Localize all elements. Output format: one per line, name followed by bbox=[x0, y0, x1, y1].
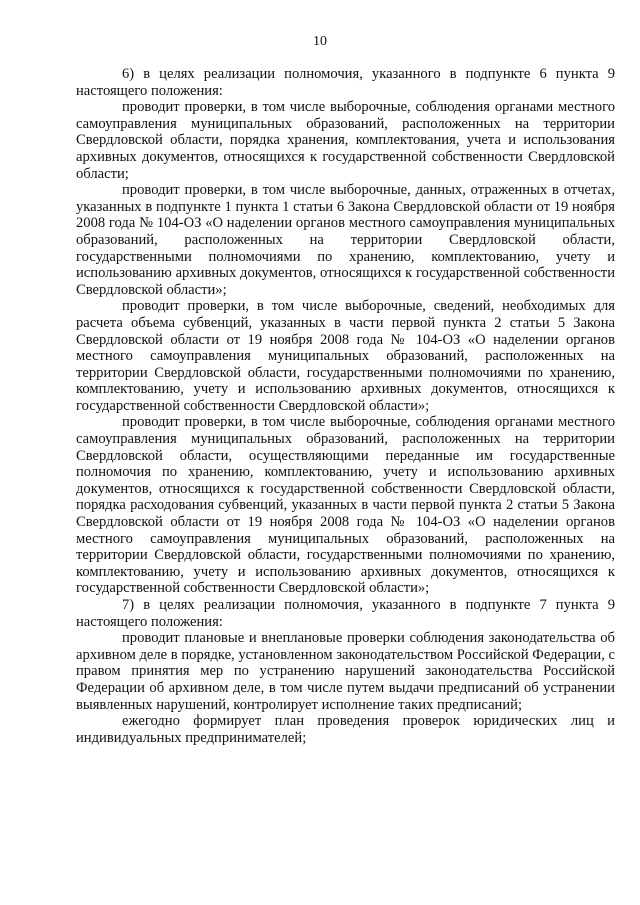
paragraph-annual-plan: ежегодно формирует план проведения проверок юридических лиц и индивидуальных предпринимателей; bbox=[76, 713, 615, 746]
paragraph-planned-inspections: проводит плановые и внеплановые проверки соблюдения законодательства об архивном деле в порядке, установленном законодательством Российской Федерации, с правом принятия мер по устранению нарушений законодательства Российской Федерации об архивном деле, в том числе путем выдачи предписаний об устранении выявленных нарушений, контролирует исполнение таких предписаний; bbox=[76, 630, 615, 713]
page-number: 10 bbox=[313, 34, 327, 49]
paragraph-inspection-subvention-info: проводит проверки, в том числе выборочные, сведений, необходимых для расчета объема субвенций, указанных в части первой пункта 2 статьи 5 Закона Свердловской области от 19 ноября 2008 года № 104-ОЗ «О наделении органов местного самоуправления муниципальных образований, расположенных на территории Свердловской области, государственными полномочиями по хранению, комплектованию, учету и использованию архивных документов, относящихся к государственной собственности Свердловской области»; bbox=[76, 298, 615, 414]
paragraph-inspection-subvention-spending: проводит проверки, в том числе выборочные, соблюдения органами местного самоуправления муниципальных образований, расположенных на территории Свердловской области, осуществляющими переданные им государственные полномочия по хранению, комплектованию, учету и использованию архивных документов, относящихся к государственной собственности Свердловской области, порядка расходования субвенций, указанных в части первой пункта 2 статьи 5 Закона Свердловской области от 19 ноября 2008 года № 104-ОЗ «О наделении органов местного самоуправления муниципальных образований, расположенных на территории Свердловской области, государственными полномочиями по хранению, комплектованию, учету и использованию архивных документов, относящихся к государственной собственности Свердловской области»; bbox=[76, 414, 615, 597]
paragraph-item-6: 6) в целях реализации полномочия, указанного в подпункте 6 пункта 9 настоящего положения: bbox=[76, 66, 615, 99]
paragraph-inspection-archival-storage: проводит проверки, в том числе выборочные, соблюдения органами местного самоуправления муниципальных образований, расположенных на территории Свердловской области, порядка хранения, комплектования, учета и использования архивных документов, относящихся к государственной собственности Свердловской области; bbox=[76, 99, 615, 182]
document-body bbox=[76, 66, 615, 746]
paragraph-inspection-report-data: проводит проверки, в том числе выборочные, данных, отраженных в отчетах, указанных в подпункте 1 пункта 1 статьи 6 Закона Свердловской области от 19 ноября 2008 года № 104-ОЗ «О наделении органов местного самоуправления муниципальных образований, расположенных на территории Свердловской области, государственными полномочиями по хранению, комплектованию, учету и использованию архивных документов, относящихся к государственной собственности Свердловской области»; bbox=[76, 182, 615, 298]
paragraph-item-7: 7) в целях реализации полномочия, указанного в подпункте 7 пункта 9 настоящего положения: bbox=[76, 597, 615, 630]
